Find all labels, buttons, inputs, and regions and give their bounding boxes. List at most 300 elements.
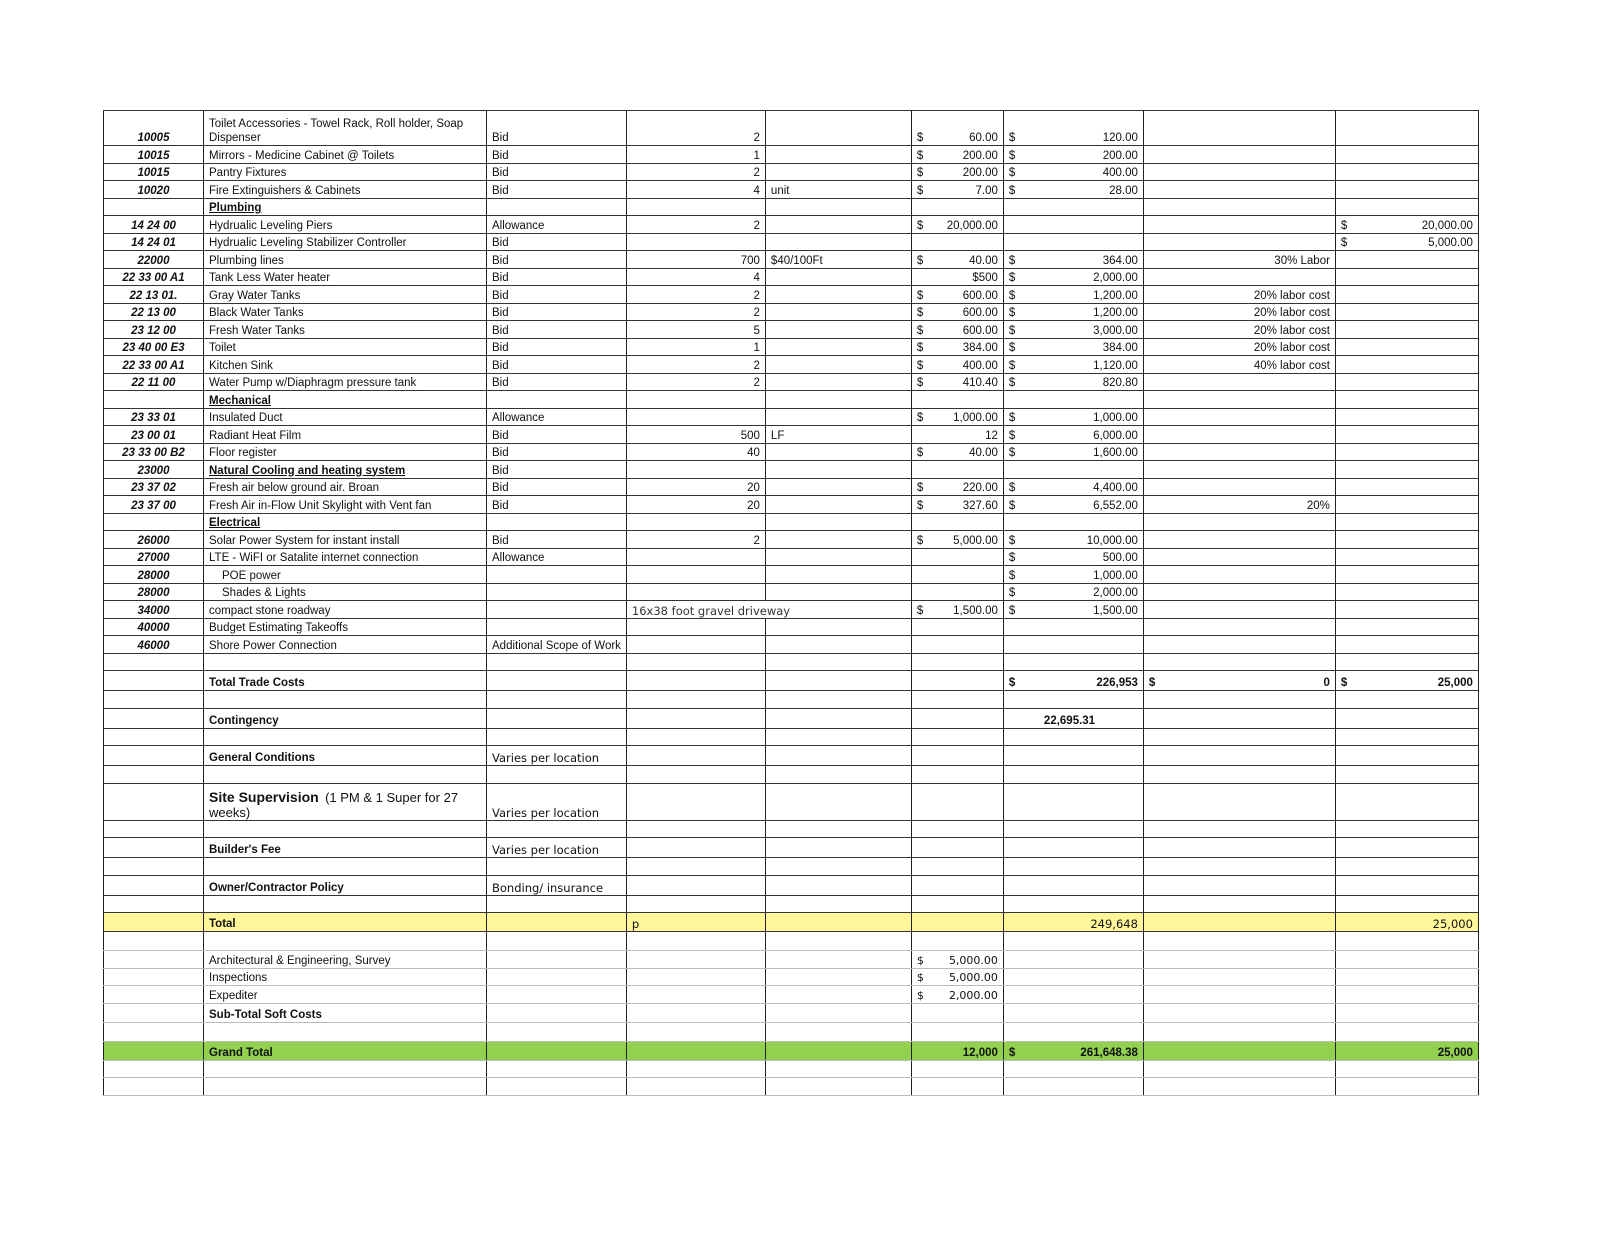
soft-cost-description[interactable]: Architectural & Engineering, Survey	[204, 951, 487, 969]
grand-total-soft[interactable]: 12,000	[911, 1041, 1003, 1060]
unit-cost[interactable]	[911, 478, 1003, 496]
quantity[interactable]: 2	[626, 356, 765, 374]
item-description[interactable]: Solar Power System for instant install	[204, 531, 487, 549]
bid-type[interactable]	[487, 618, 627, 636]
line-total[interactable]	[1003, 496, 1143, 514]
quantity[interactable]: 2	[626, 303, 765, 321]
empty-cell[interactable]	[104, 653, 204, 671]
unit-cost[interactable]: 12	[911, 426, 1003, 444]
empty-cell[interactable]	[911, 932, 1003, 951]
cost-code[interactable]: 23 37 02	[104, 478, 204, 496]
line-total[interactable]	[1003, 548, 1143, 566]
line-total[interactable]	[1003, 618, 1143, 636]
empty-cell[interactable]	[487, 1078, 627, 1096]
line-total[interactable]	[1003, 356, 1143, 374]
unit[interactable]	[765, 548, 911, 566]
labor-note[interactable]: 20%	[1143, 496, 1335, 514]
empty-cell[interactable]	[765, 691, 911, 709]
alternate-cost[interactable]	[1335, 443, 1478, 461]
empty-cell[interactable]	[1335, 1078, 1478, 1096]
labor-note[interactable]	[1143, 146, 1335, 164]
empty-cell[interactable]	[626, 746, 765, 766]
empty-cell[interactable]	[104, 1078, 204, 1096]
unit-cost[interactable]	[911, 636, 1003, 654]
unit[interactable]	[765, 216, 911, 234]
quantity[interactable]	[626, 461, 765, 479]
alternate-cost[interactable]	[1335, 478, 1478, 496]
unit[interactable]	[765, 321, 911, 339]
empty-cell[interactable]	[911, 1003, 1003, 1022]
code-cell[interactable]	[104, 838, 204, 858]
empty-cell[interactable]	[626, 951, 765, 969]
empty-cell[interactable]	[911, 1022, 1003, 1041]
empty-cell[interactable]	[1335, 708, 1478, 728]
quantity[interactable]: 2	[626, 216, 765, 234]
quantity[interactable]	[626, 636, 765, 654]
empty-cell[interactable]	[1143, 783, 1335, 820]
item-description[interactable]: Fresh Water Tanks	[204, 321, 487, 339]
empty-cell[interactable]	[1143, 858, 1335, 876]
alternate-cost[interactable]	[1335, 373, 1478, 391]
cost-code[interactable]: 28000	[104, 583, 204, 601]
empty-cell[interactable]	[1003, 1022, 1143, 1041]
line-total[interactable]	[1003, 461, 1143, 479]
bid-type[interactable]: Bid	[487, 426, 627, 444]
empty-cell[interactable]	[1143, 691, 1335, 709]
unit[interactable]	[765, 583, 911, 601]
empty-cell[interactable]	[626, 1060, 765, 1078]
item-description[interactable]: compact stone roadway	[204, 601, 487, 619]
empty-cell[interactable]	[911, 653, 1003, 671]
bid-type[interactable]: Bid	[487, 531, 627, 549]
item-description[interactable]: Water Pump w/Diaphragm pressure tank	[204, 373, 487, 391]
empty-cell[interactable]	[765, 746, 911, 766]
empty-cell[interactable]	[1143, 913, 1335, 932]
line-total[interactable]	[1003, 181, 1143, 199]
cost-code[interactable]: 23 12 00	[104, 321, 204, 339]
empty-cell[interactable]	[626, 968, 765, 986]
labor-note[interactable]	[1143, 163, 1335, 181]
labor-note[interactable]	[1143, 181, 1335, 199]
empty-cell[interactable]	[104, 1022, 204, 1041]
line-total[interactable]	[1003, 426, 1143, 444]
item-description[interactable]: Black Water Tanks	[204, 303, 487, 321]
summary-label[interactable]: General Conditions	[204, 746, 487, 766]
empty-cell[interactable]	[204, 895, 487, 913]
total-marker[interactable]: p	[626, 913, 765, 932]
empty-cell[interactable]	[1003, 198, 1143, 216]
empty-cell[interactable]	[487, 198, 627, 216]
empty-cell[interactable]	[1335, 1003, 1478, 1022]
item-description[interactable]	[204, 111, 487, 146]
empty-cell[interactable]	[204, 653, 487, 671]
bid-type[interactable]: Bid	[487, 163, 627, 181]
cost-code[interactable]: 10015	[104, 163, 204, 181]
unit-cost[interactable]	[911, 356, 1003, 374]
empty-cell[interactable]	[487, 1041, 627, 1060]
empty-cell[interactable]	[1003, 968, 1143, 986]
cost-code[interactable]: 23 40 00 E3	[104, 338, 204, 356]
code-cell[interactable]	[104, 986, 204, 1004]
empty-cell[interactable]	[626, 728, 765, 746]
summary-label[interactable]	[204, 783, 487, 820]
empty-cell[interactable]	[487, 653, 627, 671]
bid-type[interactable]: Bid	[487, 356, 627, 374]
unit[interactable]	[765, 338, 911, 356]
bid-type[interactable]: Bid	[487, 286, 627, 304]
unit[interactable]	[765, 163, 911, 181]
bid-type[interactable]: Bid	[487, 321, 627, 339]
empty-cell[interactable]	[765, 968, 911, 986]
item-description[interactable]: Budget Estimating Takeoffs	[204, 618, 487, 636]
quantity[interactable]	[626, 408, 765, 426]
bid-type[interactable]: Bid	[487, 233, 627, 251]
labor-note[interactable]	[1143, 408, 1335, 426]
bid-type[interactable]: Allowance	[487, 548, 627, 566]
empty-cell[interactable]	[1335, 1022, 1478, 1041]
soft-cost-description[interactable]: Inspections	[204, 968, 487, 986]
empty-cell[interactable]	[1143, 932, 1335, 951]
unit[interactable]	[765, 636, 911, 654]
empty-cell[interactable]	[626, 671, 765, 691]
unit-cost[interactable]	[911, 338, 1003, 356]
empty-cell[interactable]	[1335, 198, 1478, 216]
alternate-cost[interactable]	[1335, 548, 1478, 566]
alternate-cost[interactable]	[1335, 111, 1478, 146]
cost-code[interactable]: 23 33 00 B2	[104, 443, 204, 461]
alternate-cost[interactable]	[1335, 268, 1478, 286]
empty-cell[interactable]	[1335, 968, 1478, 986]
code-cell[interactable]	[104, 783, 204, 820]
alternate-cost[interactable]	[1335, 583, 1478, 601]
empty-cell[interactable]	[1003, 986, 1143, 1004]
unit-cost[interactable]	[911, 373, 1003, 391]
alternate-cost[interactable]	[1335, 618, 1478, 636]
summary-note[interactable]: Varies per location	[487, 746, 627, 766]
line-total[interactable]	[1003, 338, 1143, 356]
line-total[interactable]	[1003, 373, 1143, 391]
alternate-cost[interactable]	[1335, 321, 1478, 339]
summary-label[interactable]: Contingency	[204, 708, 487, 728]
empty-cell[interactable]	[911, 820, 1003, 838]
labor-note[interactable]	[1143, 636, 1335, 654]
line-total[interactable]	[1003, 636, 1143, 654]
labor-note[interactable]	[1143, 111, 1335, 146]
code-cell[interactable]	[104, 1041, 204, 1060]
alternate-cost[interactable]	[1335, 496, 1478, 514]
alternate-cost[interactable]	[1335, 146, 1478, 164]
alternate-cost[interactable]	[1335, 216, 1478, 234]
unit-cost[interactable]	[911, 146, 1003, 164]
code-cell[interactable]	[104, 708, 204, 728]
empty-cell[interactable]	[1143, 1022, 1335, 1041]
empty-cell[interactable]	[911, 913, 1003, 932]
empty-cell[interactable]	[911, 895, 1003, 913]
empty-cell[interactable]	[765, 913, 911, 932]
quantity[interactable]: 700	[626, 251, 765, 269]
quantity[interactable]	[626, 566, 765, 584]
empty-cell[interactable]	[1143, 895, 1335, 913]
empty-cell[interactable]	[911, 838, 1003, 858]
empty-cell[interactable]	[104, 1060, 204, 1078]
unit[interactable]	[765, 356, 911, 374]
unit-cost[interactable]	[911, 408, 1003, 426]
item-description[interactable]: Hydrualic Leveling Piers	[204, 216, 487, 234]
contingency-value[interactable]: 22,695.31	[1003, 708, 1143, 728]
empty-cell[interactable]	[911, 708, 1003, 728]
empty-cell[interactable]	[1143, 513, 1335, 531]
empty-cell[interactable]	[1143, 1041, 1335, 1060]
alternate-cost[interactable]	[1335, 566, 1478, 584]
quantity[interactable]: 1	[626, 146, 765, 164]
summary-label[interactable]: Total Trade Costs	[204, 671, 487, 691]
unit[interactable]	[765, 373, 911, 391]
line-total[interactable]	[1003, 321, 1143, 339]
empty-cell[interactable]	[626, 858, 765, 876]
empty-cell[interactable]	[1335, 783, 1478, 820]
quantity[interactable]	[626, 618, 765, 636]
code-cell[interactable]	[104, 913, 204, 932]
unit[interactable]	[765, 461, 911, 479]
empty-cell[interactable]	[626, 783, 765, 820]
empty-cell[interactable]	[204, 1060, 487, 1078]
unit-cost[interactable]	[911, 216, 1003, 234]
quantity[interactable]: 4	[626, 181, 765, 199]
alternate-cost[interactable]	[1335, 303, 1478, 321]
empty-cell[interactable]	[1003, 858, 1143, 876]
quantity[interactable]	[626, 583, 765, 601]
labor-note[interactable]: 20% labor cost	[1143, 303, 1335, 321]
unit-cost[interactable]	[911, 163, 1003, 181]
cost-code[interactable]: 10005	[104, 111, 204, 146]
code-cell[interactable]	[104, 513, 204, 531]
empty-cell[interactable]	[765, 513, 911, 531]
bid-type[interactable]: Bid	[487, 373, 627, 391]
alternate-cost[interactable]	[1335, 426, 1478, 444]
summary-note[interactable]: Bonding/ insurance	[487, 875, 627, 895]
bid-type[interactable]: Bid	[487, 443, 627, 461]
empty-cell[interactable]	[765, 820, 911, 838]
item-description[interactable]: Hydrualic Leveling Stabilizer Controller	[204, 233, 487, 251]
code-cell[interactable]	[104, 875, 204, 895]
alternate-cost[interactable]	[1335, 163, 1478, 181]
summary-note[interactable]: Varies per location	[487, 783, 627, 820]
empty-cell[interactable]	[1335, 875, 1478, 895]
empty-cell[interactable]	[765, 653, 911, 671]
empty-cell[interactable]	[487, 1003, 627, 1022]
empty-cell[interactable]	[911, 766, 1003, 784]
empty-cell[interactable]	[1143, 708, 1335, 728]
soft-cost-description[interactable]: Expediter	[204, 986, 487, 1004]
empty-cell[interactable]	[1003, 838, 1143, 858]
line-total[interactable]	[1003, 216, 1143, 234]
line-total[interactable]	[1003, 566, 1143, 584]
labor-note[interactable]: 40% labor cost	[1143, 356, 1335, 374]
labor-note[interactable]	[1143, 268, 1335, 286]
unit[interactable]	[765, 496, 911, 514]
empty-cell[interactable]	[765, 858, 911, 876]
empty-cell[interactable]	[1003, 1003, 1143, 1022]
bid-type[interactable]: Allowance	[487, 408, 627, 426]
cost-code[interactable]: 23 33 01	[104, 408, 204, 426]
code-cell[interactable]	[104, 968, 204, 986]
cost-code[interactable]: 23000	[104, 461, 204, 479]
item-description[interactable]: Fire Extinguishers & Cabinets	[204, 181, 487, 199]
line-total[interactable]	[1003, 111, 1143, 146]
labor-note[interactable]	[1143, 373, 1335, 391]
bid-type[interactable]	[487, 583, 627, 601]
alternate-cost[interactable]	[1335, 601, 1478, 619]
empty-cell[interactable]	[1335, 932, 1478, 951]
cost-code[interactable]: 23 37 00	[104, 496, 204, 514]
bid-type[interactable]: Bid	[487, 146, 627, 164]
unit-cost[interactable]	[911, 321, 1003, 339]
empty-cell[interactable]	[204, 1078, 487, 1096]
summary-label[interactable]: Builder's Fee	[204, 838, 487, 858]
empty-cell[interactable]	[1003, 513, 1143, 531]
empty-cell[interactable]	[1003, 766, 1143, 784]
empty-cell[interactable]	[204, 858, 487, 876]
line-total[interactable]	[1003, 163, 1143, 181]
empty-cell[interactable]	[765, 1078, 911, 1096]
empty-cell[interactable]	[104, 766, 204, 784]
empty-cell[interactable]	[911, 671, 1003, 691]
empty-cell[interactable]	[911, 391, 1003, 409]
cost-code[interactable]: 23 00 01	[104, 426, 204, 444]
cost-code[interactable]: 22 33 00 A1	[104, 356, 204, 374]
labor-note[interactable]	[1143, 566, 1335, 584]
empty-cell[interactable]	[1003, 951, 1143, 969]
cost-code[interactable]: 27000	[104, 548, 204, 566]
empty-cell[interactable]	[487, 671, 627, 691]
empty-cell[interactable]	[1143, 391, 1335, 409]
bid-type[interactable]: Bid	[487, 496, 627, 514]
labor-note[interactable]	[1143, 426, 1335, 444]
empty-cell[interactable]	[911, 783, 1003, 820]
unit[interactable]	[765, 566, 911, 584]
empty-cell[interactable]	[487, 728, 627, 746]
line-total[interactable]	[1003, 531, 1143, 549]
cost-code[interactable]: 14 24 01	[104, 233, 204, 251]
alternate-cost[interactable]	[1335, 636, 1478, 654]
empty-cell[interactable]	[626, 895, 765, 913]
alt-total-value[interactable]: 25,000	[1335, 913, 1478, 932]
item-description[interactable]: Insulated Duct	[204, 408, 487, 426]
empty-cell[interactable]	[487, 691, 627, 709]
unit-cost[interactable]	[911, 566, 1003, 584]
code-cell[interactable]	[104, 671, 204, 691]
empty-cell[interactable]	[911, 875, 1003, 895]
soft-subtotal-label[interactable]: Sub-Total Soft Costs	[204, 1003, 487, 1022]
unit-cost[interactable]	[911, 303, 1003, 321]
empty-cell[interactable]	[765, 932, 911, 951]
empty-cell[interactable]	[1003, 1078, 1143, 1096]
quantity[interactable]: 1	[626, 338, 765, 356]
unit[interactable]	[765, 286, 911, 304]
item-description[interactable]: Plumbing lines	[204, 251, 487, 269]
empty-cell[interactable]	[626, 1041, 765, 1060]
item-description[interactable]: Shades & Lights	[204, 583, 487, 601]
unit-cost[interactable]: $500	[911, 268, 1003, 286]
empty-cell[interactable]	[487, 932, 627, 951]
quantity[interactable]	[626, 548, 765, 566]
empty-cell[interactable]	[626, 391, 765, 409]
unit[interactable]	[765, 618, 911, 636]
unit-cost[interactable]	[911, 548, 1003, 566]
empty-cell[interactable]	[1335, 986, 1478, 1004]
alternate-cost[interactable]	[1335, 233, 1478, 251]
empty-cell[interactable]	[1335, 951, 1478, 969]
empty-cell[interactable]	[1335, 728, 1478, 746]
empty-cell[interactable]	[1003, 932, 1143, 951]
alternate-cost[interactable]	[1335, 251, 1478, 269]
unit-cost[interactable]	[911, 496, 1003, 514]
cost-code[interactable]: 10020	[104, 181, 204, 199]
item-description[interactable]: Radiant Heat Film	[204, 426, 487, 444]
cost-code[interactable]: 22 11 00	[104, 373, 204, 391]
empty-cell[interactable]	[911, 728, 1003, 746]
code-cell[interactable]	[104, 198, 204, 216]
code-cell[interactable]	[104, 1003, 204, 1022]
empty-cell[interactable]	[1003, 391, 1143, 409]
bid-type[interactable]: Allowance	[487, 216, 627, 234]
empty-cell[interactable]	[1143, 1078, 1335, 1096]
labor-note[interactable]	[1143, 583, 1335, 601]
unit-cost[interactable]	[911, 111, 1003, 146]
item-description[interactable]: LTE - WiFI or Satalite internet connection	[204, 548, 487, 566]
empty-cell[interactable]	[1335, 653, 1478, 671]
quantity[interactable]: 500	[626, 426, 765, 444]
item-description[interactable]: Fresh Air in-Flow Unit Skylight with Vent fan	[204, 496, 487, 514]
total-value[interactable]: 249,648	[1003, 913, 1143, 932]
bid-type[interactable]: Bid	[487, 111, 627, 146]
code-cell[interactable]	[104, 391, 204, 409]
empty-cell[interactable]	[1003, 1060, 1143, 1078]
item-description[interactable]: Fresh air below ground air. Broan	[204, 478, 487, 496]
grand-total-value[interactable]	[1003, 1041, 1143, 1060]
cost-code[interactable]: 34000	[104, 601, 204, 619]
empty-cell[interactable]	[204, 728, 487, 746]
empty-cell[interactable]	[1143, 653, 1335, 671]
cost-code[interactable]: 46000	[104, 636, 204, 654]
line-total[interactable]	[1003, 601, 1143, 619]
empty-cell[interactable]	[765, 708, 911, 728]
quantity[interactable]	[626, 233, 765, 251]
line-total[interactable]	[1003, 583, 1143, 601]
empty-cell[interactable]	[204, 766, 487, 784]
empty-cell[interactable]	[1143, 951, 1335, 969]
unit-cost[interactable]	[911, 601, 1003, 619]
bid-type[interactable]: Bid	[487, 478, 627, 496]
empty-cell[interactable]	[626, 820, 765, 838]
unit[interactable]	[765, 478, 911, 496]
empty-cell[interactable]	[911, 1060, 1003, 1078]
labor-total[interactable]	[1143, 671, 1335, 691]
quantity[interactable]: 2	[626, 163, 765, 181]
empty-cell[interactable]	[765, 766, 911, 784]
labor-note[interactable]	[1143, 233, 1335, 251]
empty-cell[interactable]	[104, 858, 204, 876]
empty-cell[interactable]	[487, 391, 627, 409]
bid-type[interactable]: Bid	[487, 268, 627, 286]
empty-cell[interactable]	[626, 513, 765, 531]
unit[interactable]	[765, 233, 911, 251]
quantity[interactable]: 20	[626, 496, 765, 514]
trade-total[interactable]	[1003, 671, 1143, 691]
empty-cell[interactable]	[487, 895, 627, 913]
empty-cell[interactable]	[626, 1022, 765, 1041]
empty-cell[interactable]	[911, 1078, 1003, 1096]
